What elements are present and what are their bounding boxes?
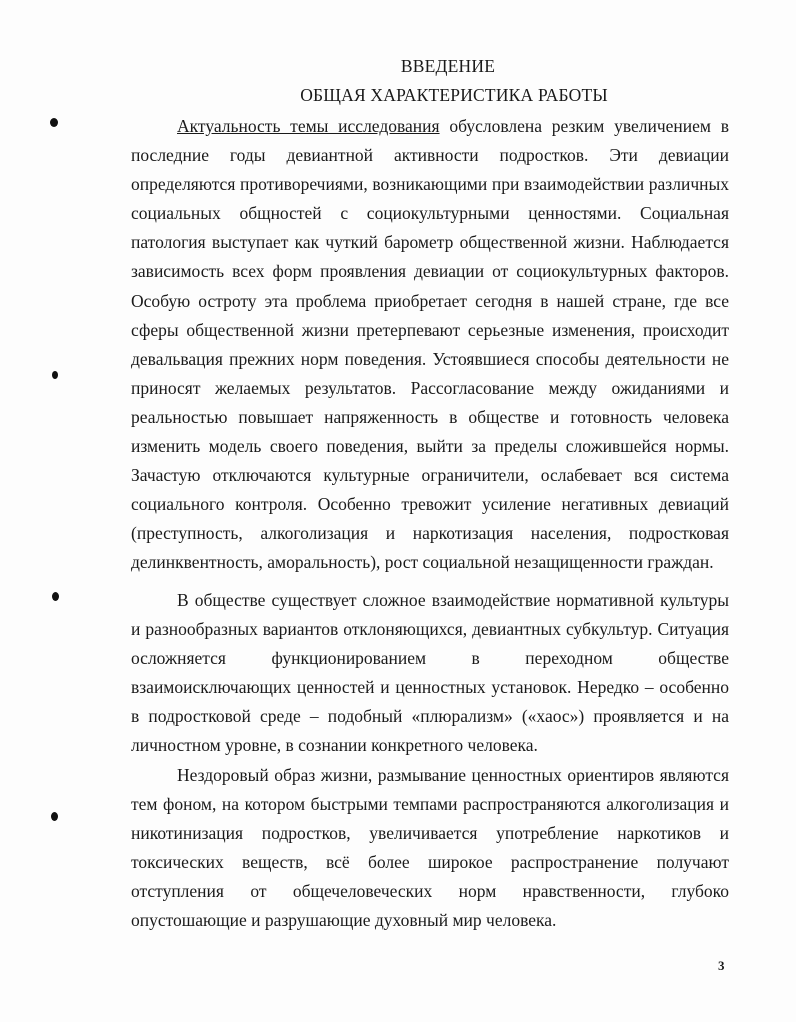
punch-hole-mark xyxy=(50,118,58,127)
paragraph-text xyxy=(131,112,729,578)
document-subtitle: ОБЩАЯ ХАРАКТЕРИСТИКА РАБОТЫ xyxy=(300,85,608,105)
paragraph-body: обусловлена резким увеличением в последние годы девиантной активности подростков. Эти девиации определяются противоречиями, возникающими при взаимодействии различных социальных общностей с социокультурными ценностями. Социальная патология выступает как чуткий барометр общественной жизни. Наблюдается зависимость всех форм проявления девиации от социокультурных факторов. Особую остроту эта проблема приобретает сегодня в нашей стране, где все сферы общественной жизни претерпевают серьезные изменения, происходит девальвация прежних норм поведения. Устоявшиеся способы деятельности не приносят желаемых результатов. Рассогласование между ожиданиями и реальностью повышает напряженность в обществе и готовность человека изменить модель своего поведения, выйти за пределы сложившейся нормы. Зачастую отключаются культурные ограничители, ослабевает вся система социального контроля. Особенно тревожит усиление негативных девиаций (преступность, алкоголизация и наркотизация населения, подростковая делинквентность, аморальность), рост социальной незащищенности граждан. xyxy=(131,116,729,573)
punch-hole-mark xyxy=(52,592,59,601)
punch-hole-mark xyxy=(51,812,58,821)
punch-hole-mark xyxy=(52,371,58,379)
paragraph-culture xyxy=(131,586,729,761)
paragraph-text: Нездоровый образ жизни, размывание ценностных ориентиров являются тем фоном, на котором быстрыми темпами распространяются алкоголизация и никотинизация подростков, увеличивается употребление наркотиков и токсических веществ, всё более широкое распространение получают отступления от общечеловеческих норм нравственности, глубоко опустошающие и разрушающие духовный мир человека. xyxy=(131,765,729,931)
paragraph-lead: Актуальность темы исследования xyxy=(177,116,440,136)
paragraph-lifestyle xyxy=(131,761,729,936)
page-number: 3 xyxy=(718,958,725,973)
paragraph-relevance xyxy=(131,112,729,578)
document-title: ВВЕДЕНИЕ xyxy=(400,56,496,76)
paragraph-text: В обществе существует сложное взаимодействие нормативной культуры и разнообразных вариантов отклоняющихся, девиантных субкультур. Ситуация осложняется функционированием в переходном обществе взаимоисключающих ценностей и ценностных установок. Нередко – особенно в подростковой среде – подобный «плюрализм» («хаос») проявляется и на личностном уровне, в сознании конкретного человека. xyxy=(131,590,729,756)
